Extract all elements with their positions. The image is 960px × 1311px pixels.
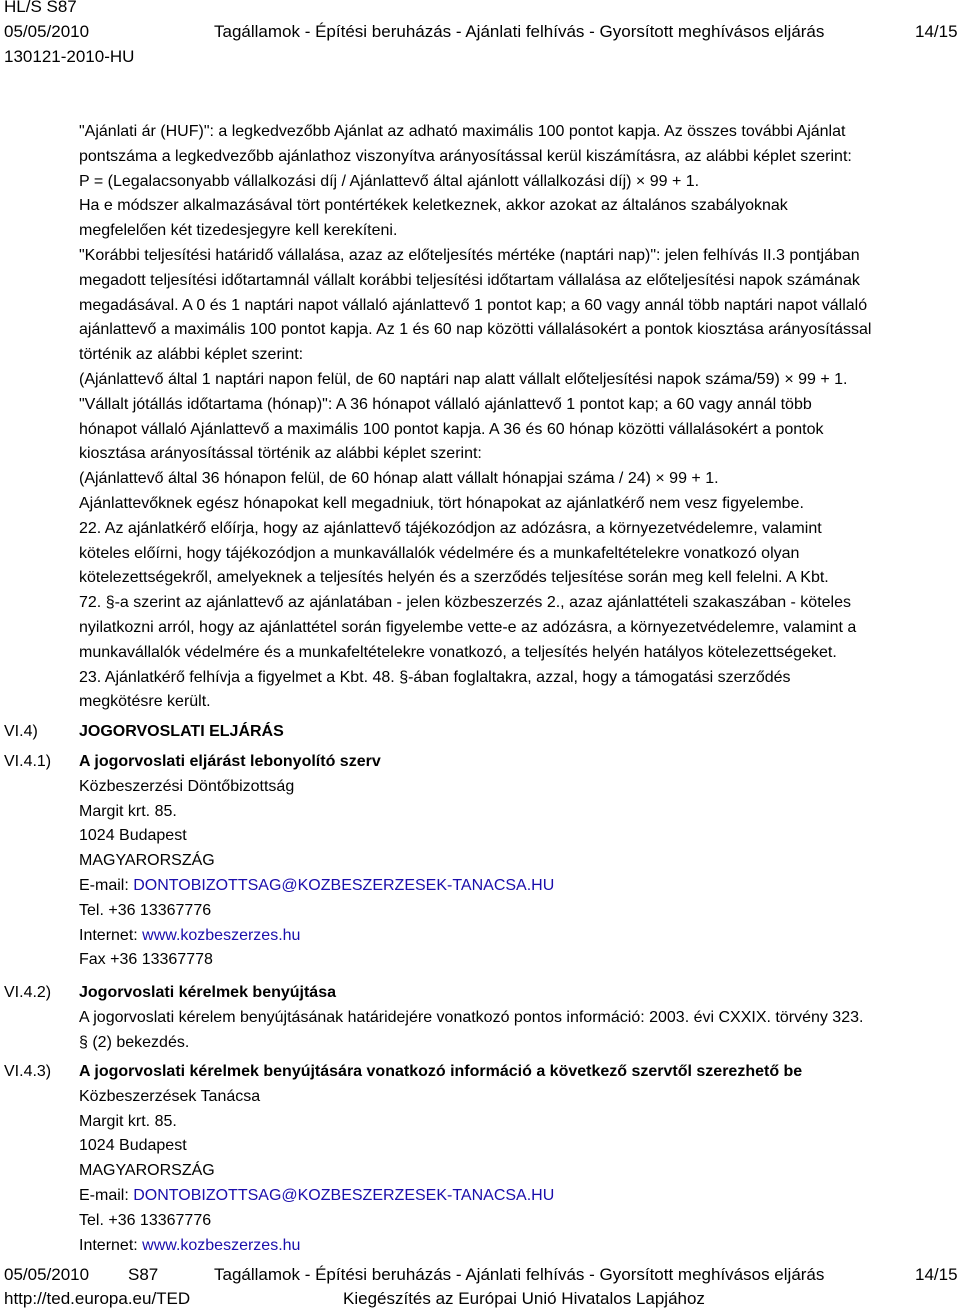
phone-number: +36 13367776: [108, 901, 212, 919]
evaluation-text: [79, 120, 949, 715]
section-number-vi4: VI.4): [4, 723, 38, 740]
text-line: megkötésre került.: [79, 693, 211, 711]
text-line: nyilatkozni arról, hogy az ajánlattétel során figyelembe vette-e az adózásra, a környezetvédelemre, valamint a: [79, 618, 857, 636]
section-title-vi4: JOGORVOSLATI ELJÁRÁS: [79, 723, 284, 740]
text-line: "Ajánlati ár (HUF)": a legkedvezőbb Ajánlat az adható maximális 100 pontot kapja. Az összes további Ajánlat: [79, 123, 846, 140]
text-line: megadásával. A 0 és 1 naptári napot vállaló ajánlattevő 1 pontot kap; a 60 vagy annál több naptári napot vállaló: [79, 296, 868, 314]
section-number-vi43: VI.4.3): [4, 1063, 52, 1080]
header-page-number: 14/15: [915, 22, 958, 41]
form-code: HL/S S87: [4, 0, 77, 16]
text-line: 23. Ajánlatkérő felhívja a figyelmet a Kbt. 48. §-ában foglaltakra, azzal, hogy a támogatási szerződés: [79, 668, 791, 686]
text-line: Ha e módszer alkalmazásával tört pontértékek keletkeznek, akkor azokat az általános szabályoknak: [79, 197, 788, 215]
website-link[interactable]: www.kozbeszerzes.hu: [142, 926, 301, 944]
org-name: Közbeszerzési Döntőbizottság: [79, 777, 295, 795]
internet-row: Internet: www.kozbeszerzes.hu: [79, 1236, 301, 1254]
text-line: köteles előírni, hogy tájékozódjon a munkavállalók védelmére és a munkafeltételekre vonatkozó olyan: [79, 544, 800, 562]
text-line: történik az alábbi képlet szerint:: [79, 346, 304, 364]
footer-publisher: Kiegészítés az Európai Unió Hivatalos Lapjához: [343, 1289, 705, 1308]
text-line: (Ajánlattevő által 1 naptári napon felül, de 60 naptári nap alatt vállalt előteljesítési napok száma/59) × 99 + 1.: [79, 370, 848, 388]
text-line: P = (Legalacsonyabb vállalkozási díj / Ajánlattevő által ajánlott vállalkozási díj) × 99 + 1.: [79, 172, 700, 190]
text-line: hónapot vállaló Ajánlattevő a maximális 100 pontot kapja. A 36 és 60 hónap közötti vállalásokért a pontok: [79, 420, 824, 438]
text-line: megfelelően két tizedesjegyre kell kerekíteni.: [79, 222, 398, 240]
footer-page-number: 14/15: [915, 1265, 958, 1284]
email-link[interactable]: DONTOBIZOTTSAG@KOZBESZERZESEK-TANACSA.HU: [133, 1186, 555, 1204]
street-address: Margit krt. 85.: [79, 1112, 177, 1130]
text-line: A jogorvoslati kérelem benyújtásának határidejére vonatkozó pontos információ: 2003. évi CXXIX. törvény 323.: [79, 1008, 864, 1026]
email-link[interactable]: DONTOBIZOTTSAG@KOZBESZERZESEK-TANACSA.HU: [133, 876, 555, 894]
phone-row: Tel. +36 13367776: [79, 1211, 212, 1229]
text-line: kiosztása arányosítással történik az alábbi képlet szerint:: [79, 445, 482, 463]
text-line: 72. §-a szerint az ajánlattevő az ajánlatában - jelen közbeszerzés 2., azaz ajánlattételi szakaszában - köteles: [79, 594, 851, 612]
text-line: megadott teljesítési időtartamnál vállalt korábbi teljesítési időtartam vállalása az előteljesítési napok számának: [79, 271, 860, 289]
text-line: "Vállalt jótállás időtartama (hónap)": A 36 hónapot vállaló ajánlattevő 1 pontot kap; a 60 vagy annál több: [79, 395, 812, 413]
appeal-submission-block: [79, 981, 949, 1055]
header-title: Tagállamok - Építési beruházás - Ajánlati felhívás - Gyorsított meghívásos eljárás: [214, 22, 825, 41]
email-row: E-mail: DONTOBIZOTTSAG@KOZBESZERZESEK-TANACSA.HU: [79, 876, 555, 894]
appeal-info-block: [79, 1060, 949, 1258]
header-date: 05/05/2010: [4, 22, 90, 41]
email-row: E-mail: DONTOBIZOTTSAG@KOZBESZERZESEK-TANACSA.HU: [79, 1186, 555, 1204]
phone-number: +36 13367776: [108, 1211, 212, 1229]
section-number-vi42: VI.4.2): [4, 984, 52, 1001]
section-title-vi42: Jogorvoslati kérelmek benyújtása: [79, 984, 336, 1001]
text-line: § (2) bekezdés.: [79, 1033, 190, 1051]
section-title-vi43: A jogorvoslati kérelmek benyújtására vonatkozó információ a következő szervtől szerezhető be: [79, 1063, 803, 1080]
text-line: pontszáma a legkedvezőbb ajánlathoz viszonyítva arányosítással kerül kiszámításra, az alábbi képlet szerint:: [79, 147, 852, 165]
text-line: "Korábbi teljesítési határidő vállalása, azaz az előteljesítés mértéke (naptári nap)": jelen felhívás II.3 pontjában: [79, 246, 860, 264]
org-name: Közbeszerzések Tanácsa: [79, 1087, 261, 1105]
footer-title: Tagállamok - Építési beruházás - Ajánlati felhívás - Gyorsított meghívásos eljárás: [214, 1265, 825, 1284]
section-number-vi41: VI.4.1): [4, 753, 52, 770]
internet-row: Internet: www.kozbeszerzes.hu: [79, 926, 301, 944]
website-link[interactable]: www.kozbeszerzes.hu: [142, 1236, 301, 1254]
text-line: munkavállalók védelmére és a munkafeltételekre vonatkozó, a teljesítés helyén hatályos kötelezettségeket.: [79, 643, 837, 661]
street-address: Margit krt. 85.: [79, 802, 177, 820]
phone-row: Tel. +36 13367776: [79, 901, 212, 919]
city: 1024 Budapest: [79, 827, 187, 845]
fax-row: Fax +36 13367778: [79, 951, 213, 969]
header-reference: 130121-2010-HU: [4, 47, 135, 66]
text-line: (Ajánlattevő által 36 hónapon felül, de 60 hónap alatt vállalt hónapjai száma / 24) × 99 + 1.: [79, 470, 719, 488]
city: 1024 Budapest: [79, 1137, 187, 1155]
text-line: Ajánlattevőknek egész hónapokat kell megadniuk, tört hónapokat az ajánlatkérő nem vesz figyelembe.: [79, 494, 804, 512]
text-line: 22. Az ajánlatkérő előírja, hogy az ajánlattevő tájékozódjon az adózásra, a környezetvédelemre, valamint: [79, 519, 822, 537]
footer-form: S87: [128, 1265, 159, 1284]
country: MAGYARORSZÁG: [79, 1162, 215, 1180]
fax-number: +36 13367778: [110, 951, 213, 969]
text-line: kötelezettségekről, amelyeknek a teljesítés helyén és a szerződés teljesítése során meg kell felelni. A Kbt.: [79, 569, 829, 587]
footer-url-link[interactable]: http://ted.europa.eu/TED: [4, 1289, 191, 1308]
text-line: ajánlattevő a maximális 100 pontot kapja. Az 1 és 60 nap közötti vállalásokért a pontok kiosztása arányosítással: [79, 321, 872, 339]
section-title-vi41: A jogorvoslati eljárást lebonyolító szerv: [79, 753, 381, 770]
review-body-block: [79, 750, 949, 973]
country: MAGYARORSZÁG: [79, 852, 215, 870]
footer-date: 05/05/2010: [4, 1265, 90, 1284]
